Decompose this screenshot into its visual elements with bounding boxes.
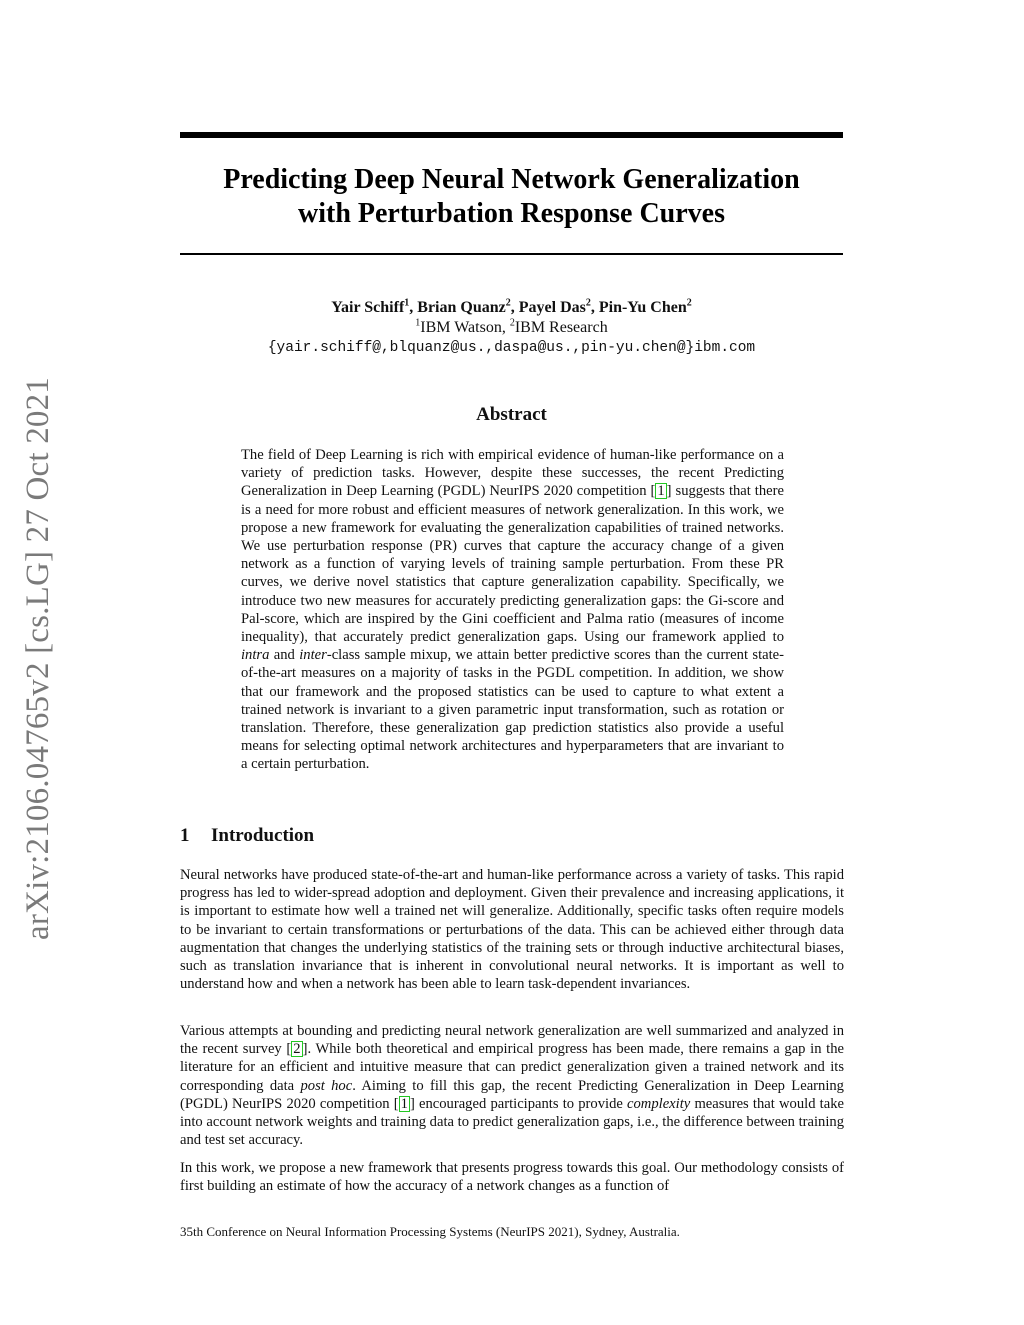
author-block xyxy=(180,298,843,358)
title-bottom-rule xyxy=(180,253,843,255)
citation-link[interactable]: 2 xyxy=(293,1041,301,1058)
affil-2: IBM Research xyxy=(514,319,608,336)
affil-1-mark: 1 xyxy=(415,317,421,329)
paper-title xyxy=(180,163,843,231)
author-4-affil: 2 xyxy=(686,297,692,309)
abstract-heading: Abstract xyxy=(476,404,547,425)
section-title: Introduction xyxy=(211,825,315,846)
affil-1: IBM Watson, xyxy=(420,319,510,336)
author-1-affil: 1 xyxy=(404,297,410,309)
intro-paragraph-2: Various attempts at bounding and predicting neural network generalization are well summarized and analyzed in the recent survey [ 2 ]. While both theoretical and empirical progress has been made, there remains a gap in the literature for an efficient and intuitive measure that can predict generalization given a trained network and its corresponding data post hoc. Aiming to fill this gap, the recent Predicting Generalization in Deep Learning (PGDL) NeurIPS 2020 competition [ 1 ] encouraged participants to provide complexity measures that would take into account network weights and training data to predict generalization gaps, i.e., the difference between training and test set accuracy. xyxy=(180,1023,845,1149)
section-number: 1 xyxy=(180,825,190,846)
author-3-affil: 2 xyxy=(585,297,591,309)
affil-2-mark: 2 xyxy=(509,317,515,329)
intro-paragraph-3: In this work, we propose a new framework that presents progress towards this goal. Our methodology consists of first building an estimate of how the accuracy of a network changes as a function of xyxy=(180,1160,844,1195)
intro-paragraph-1: Neural networks have produced state-of-the-art and human-like performance across a variety of tasks. This rapid progress has led to wider-spread adoption and deployment. Given their prevalence and increasing applications, it is important to estimate how well a trained net will generalize. Additionally, specific tasks often require models to be invariant to certain transformations or perturbations of the data. This can be achieved either through data augmentation that changes the underlying statistics of the training sets or through inductive architectural biases, such as translation invariance that is inherent in convolutional neural networks. It is important as well to understand how and when a network has been able to learn task-dependent invariances. xyxy=(180,867,844,993)
title-line-1: Predicting Deep Neural Network Generalization xyxy=(223,164,800,195)
arxiv-stamp: arXiv:2106.04765v2 [cs.LG] 27 Oct 2021 xyxy=(20,376,56,940)
author-4: Pin-Yu Chen xyxy=(598,299,687,316)
section-heading-introduction xyxy=(180,825,843,847)
author-1: Yair Schiff xyxy=(331,299,405,316)
affiliations xyxy=(180,318,843,338)
author-names: Yair Schiff$^1$, Brian Quanz$^2$, Payel Das$^2$, Pin-Yu Chen$^2$ xyxy=(331,297,692,316)
title-line-2: with Perturbation Response Curves xyxy=(298,198,725,229)
author-2: Brian Quanz xyxy=(417,299,506,316)
author-3: Payel Das xyxy=(518,299,586,316)
citation-link[interactable]: 1 xyxy=(657,483,665,500)
citation-link[interactable]: 1 xyxy=(400,1095,408,1112)
conference-footnote: 35th Conference on Neural Information Processing Systems (NeurIPS 2021), Sydney, Australia. xyxy=(180,1224,680,1239)
abstract-text: The field of Deep Learning is rich with empirical evidence of human-like performance on a variety of prediction tasks. However, despite these successes, the recent Predicting Generalization in Deep Learning (PGDL) NeurIPS 2020 competition [ 1 ] suggests that there is a need for more robust and efficient measures of network generalization. In this work, we propose a new framework for evaluating the generalization capabilities of trained networks. We use perturbation response (PR) curves that capture the accuracy change of a given network as a function of varying levels of training sample perturbation. From these PR curves, we derive novel statistics that capture generalization capability. Specifically, we introduce two new measures for accurately predicting generalization gaps: the Gi-score and Pal-score, which are inspired by the Gini coefficient and Palma ratio (measures of income inequality), that accurately predict generalization gaps. Using our framework applied to intra and inter-class sample mixup, we attain better predictive scores than the current state-of-the-art measures on a majority of tasks in the PGDL competition. In addition, we show that our framework and the proposed statistics can be used to capture to what extent a trained network is invariant to a given parametric input transformation, such as rotation or translation. Therefore, these generalization gap prediction statistics also provide a useful means for selecting optimal network architectures and hyperparameters that are invariant to a certain perturbation. xyxy=(241,447,784,773)
author-emails[interactable]: {yair.schiff@,blquanz@us.,daspa@us.,pin-yu.chen@}ibm.com xyxy=(267,340,756,356)
author-2-affil: 2 xyxy=(505,297,511,309)
title-top-rule xyxy=(180,132,843,138)
